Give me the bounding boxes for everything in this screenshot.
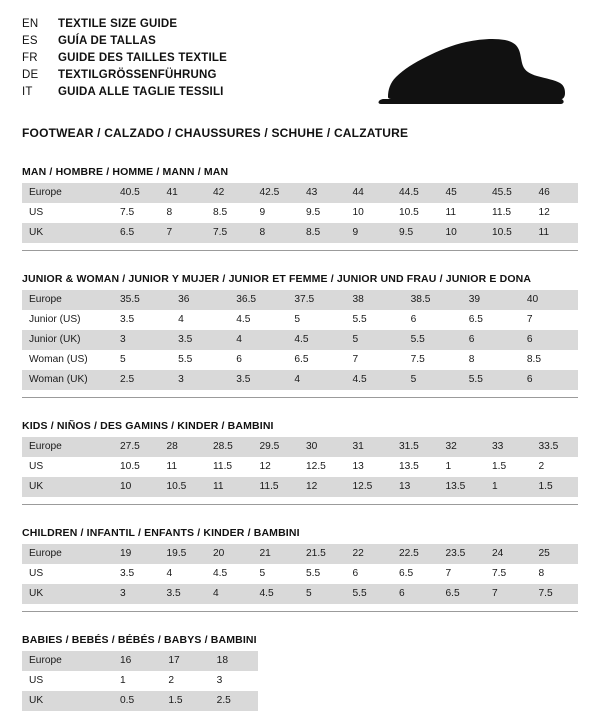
table-row [22,584,578,604]
size-cell: 38.5 [404,290,462,310]
size-cell: 22 [346,544,393,564]
size-cell: 8 [462,350,520,370]
size-table [22,544,578,604]
size-cell: 4.5 [346,370,404,390]
language-row [22,84,227,100]
row-label: Europe [22,651,113,671]
language-row [22,33,227,49]
size-section [22,634,578,711]
row-label: Europe [22,437,113,457]
language-row [22,67,227,83]
size-cell: 2.5 [113,370,171,390]
size-cell: 8.5 [520,350,578,370]
document-header [22,16,578,112]
size-cell: 3 [210,671,258,691]
size-cell: 46 [532,183,579,203]
size-cell: 1.5 [532,477,579,497]
size-cell: 5.5 [346,584,393,604]
table-row [22,544,578,564]
size-cell: 2 [532,457,579,477]
size-cell: 37.5 [287,290,345,310]
size-cell: 6.5 [392,564,439,584]
table-row [22,370,578,390]
row-label: UK [22,691,113,711]
size-cell: 1.5 [161,691,209,711]
size-cell: 40 [520,290,578,310]
size-cell: 11 [439,203,486,223]
size-cell: 16 [113,651,161,671]
size-cell: 40.5 [113,183,160,203]
size-cell: 5.5 [346,310,404,330]
size-cell: 29.5 [253,437,300,457]
language-title: GUIDA ALLE TAGLIE TESSILI [58,86,224,98]
size-cell: 7 [346,350,404,370]
size-cell: 35.5 [113,290,171,310]
size-cell: 6 [404,310,462,330]
table-row [22,651,258,671]
row-label: Junior (US) [22,310,113,330]
size-cell: 5 [253,564,300,584]
size-cell: 10.5 [485,223,532,243]
size-cell: 7.5 [532,584,579,604]
size-cell: 9 [253,203,300,223]
size-cell: 36 [171,290,229,310]
row-label: UK [22,477,113,497]
row-label: Europe [22,290,113,310]
size-cell: 3.5 [113,310,171,330]
language-title: TEXTILGRÖSSENFÜHRUNG [58,69,217,81]
size-cell: 12.5 [346,477,393,497]
size-cell: 6.5 [113,223,160,243]
language-title: GUIDE DES TAILLES TEXTILE [58,52,227,64]
size-section-title: BABIES / BEBÉS / BÉBÉS / BABYS / BAMBINI [22,634,257,646]
size-cell: 7 [160,223,207,243]
size-cell: 11 [160,457,207,477]
size-cell: 13.5 [439,477,486,497]
size-cell: 5 [346,330,404,350]
size-cell: 38 [346,290,404,310]
row-label: US [22,457,113,477]
size-cell: 19.5 [160,544,207,564]
size-cell: 6 [520,330,578,350]
size-cell: 5.5 [404,330,462,350]
size-cell: 1 [439,457,486,477]
language-code: IT [22,86,33,98]
size-cell: 7 [439,564,486,584]
language-code: EN [22,18,39,30]
size-cell: 10 [439,223,486,243]
size-cell: 4.5 [287,330,345,350]
size-cell: 3.5 [113,564,160,584]
size-cell: 45.5 [485,183,532,203]
size-cell: 12 [253,457,300,477]
size-cell: 6 [346,564,393,584]
size-cell: 7 [520,310,578,330]
size-cell: 32 [439,437,486,457]
table-row [22,691,258,711]
section-divider [22,611,578,612]
row-label: Junior (UK) [22,330,113,350]
size-cell: 11 [206,477,253,497]
size-cell: 9 [346,223,393,243]
size-cell: 11.5 [206,457,253,477]
table-row [22,564,578,584]
size-tables-container [22,166,578,711]
dress-shoe-icon [366,32,566,112]
size-table [22,437,578,497]
size-cell: 4.5 [253,584,300,604]
size-cell: 6.5 [287,350,345,370]
size-cell: 4 [229,330,287,350]
size-cell: 7 [485,584,532,604]
size-cell: 10 [113,477,160,497]
size-cell: 5.5 [462,370,520,390]
size-cell: 5.5 [171,350,229,370]
size-cell: 6 [229,350,287,370]
size-cell: 4 [160,564,207,584]
size-cell: 13 [346,457,393,477]
size-cell: 30 [299,437,346,457]
table-row [22,437,578,457]
size-cell: 9.5 [392,223,439,243]
size-cell: 45 [439,183,486,203]
size-cell: 6.5 [439,584,486,604]
size-cell: 33.5 [532,437,579,457]
size-cell: 3 [113,584,160,604]
size-cell: 7.5 [113,203,160,223]
row-label: US [22,203,113,223]
size-cell: 23.5 [439,544,486,564]
size-section-title: MAN / HOMBRE / HOMME / MANN / MAN [22,166,229,178]
size-cell: 4.5 [229,310,287,330]
table-row [22,203,578,223]
size-cell: 42 [206,183,253,203]
size-section-title: KIDS / NIÑOS / DES GAMINS / KINDER / BAMBINI [22,420,274,432]
size-cell: 5.5 [299,564,346,584]
size-section [22,166,578,251]
size-cell: 12 [299,477,346,497]
size-cell: 19 [113,544,160,564]
size-cell: 43 [299,183,346,203]
size-cell: 42.5 [253,183,300,203]
row-label: UK [22,223,113,243]
section-divider [22,250,578,251]
size-cell: 7.5 [485,564,532,584]
table-row [22,310,578,330]
language-row [22,16,227,32]
language-title: TEXTILE SIZE GUIDE [58,18,178,30]
row-label: UK [22,584,113,604]
size-cell: 3 [171,370,229,390]
size-cell: 11 [532,223,579,243]
size-table [22,651,258,711]
size-cell: 7.5 [206,223,253,243]
size-cell: 8 [160,203,207,223]
language-title: GUÍA DE TALLAS [58,35,156,47]
size-cell: 10.5 [392,203,439,223]
size-cell: 4 [287,370,345,390]
size-cell: 8 [532,564,579,584]
size-cell: 6 [392,584,439,604]
size-cell: 31 [346,437,393,457]
size-cell: 6 [520,370,578,390]
size-table [22,290,578,390]
size-cell: 3.5 [160,584,207,604]
size-cell: 4.5 [206,564,253,584]
size-cell: 11.5 [485,203,532,223]
size-section [22,273,578,398]
language-code: FR [22,52,38,64]
size-section [22,527,578,612]
size-cell: 13.5 [392,457,439,477]
size-cell: 39 [462,290,520,310]
size-cell: 12 [532,203,579,223]
size-cell: 1 [485,477,532,497]
size-cell: 21.5 [299,544,346,564]
section-divider [22,504,578,505]
size-cell: 5 [113,350,171,370]
size-cell: 31.5 [392,437,439,457]
size-cell: 9.5 [299,203,346,223]
row-label: Woman (US) [22,350,113,370]
language-row [22,50,227,66]
size-cell: 28 [160,437,207,457]
size-cell: 6.5 [462,310,520,330]
size-cell: 7.5 [404,350,462,370]
table-row [22,457,578,477]
size-cell: 12.5 [299,457,346,477]
section-divider [22,397,578,398]
size-cell: 33 [485,437,532,457]
size-cell: 10.5 [113,457,160,477]
size-cell: 13 [392,477,439,497]
row-label: US [22,564,113,584]
size-cell: 24 [485,544,532,564]
table-row [22,290,578,310]
size-cell: 8.5 [299,223,346,243]
table-row [22,223,578,243]
table-row [22,477,578,497]
size-cell: 3.5 [229,370,287,390]
table-row [22,350,578,370]
size-cell: 0.5 [113,691,161,711]
size-cell: 21 [253,544,300,564]
language-code: DE [22,69,39,81]
size-cell: 8.5 [206,203,253,223]
size-cell: 5 [299,584,346,604]
size-cell: 5 [287,310,345,330]
language-code: ES [22,35,38,47]
size-section-title: JUNIOR & WOMAN / JUNIOR Y MUJER / JUNIOR ET FEMME / JUNIOR UND FRAU / JUNIOR E DONA [22,273,532,285]
size-cell: 41 [160,183,207,203]
size-cell: 28.5 [206,437,253,457]
size-cell: 1.5 [485,457,532,477]
size-cell: 4 [171,310,229,330]
row-label: Europe [22,183,113,203]
size-section [22,420,578,505]
size-cell: 5 [404,370,462,390]
size-cell: 25 [532,544,579,564]
size-cell: 44 [346,183,393,203]
size-cell: 17 [161,651,209,671]
size-cell: 8 [253,223,300,243]
language-title-list [22,16,227,100]
size-section-title: CHILDREN / INFANTIL / ENFANTS / KINDER / BAMBINI [22,527,300,539]
size-cell: 3.5 [171,330,229,350]
size-cell: 36.5 [229,290,287,310]
row-label: US [22,671,113,691]
size-cell: 4 [206,584,253,604]
size-cell: 1 [113,671,161,691]
size-cell: 10.5 [160,477,207,497]
size-cell: 6 [462,330,520,350]
table-row [22,330,578,350]
size-cell: 2.5 [210,691,258,711]
table-row [22,671,258,691]
size-cell: 27.5 [113,437,160,457]
size-cell: 18 [210,651,258,671]
page-title: FOOTWEAR / CALZADO / CHAUSSURES / SCHUHE / CALZATURE [22,126,409,140]
size-cell: 22.5 [392,544,439,564]
row-label: Europe [22,544,113,564]
table-row [22,183,578,203]
size-cell: 11.5 [253,477,300,497]
size-cell: 3 [113,330,171,350]
size-cell: 2 [161,671,209,691]
size-cell: 44.5 [392,183,439,203]
size-cell: 10 [346,203,393,223]
size-cell: 20 [206,544,253,564]
size-table [22,183,578,243]
row-label: Woman (UK) [22,370,113,390]
